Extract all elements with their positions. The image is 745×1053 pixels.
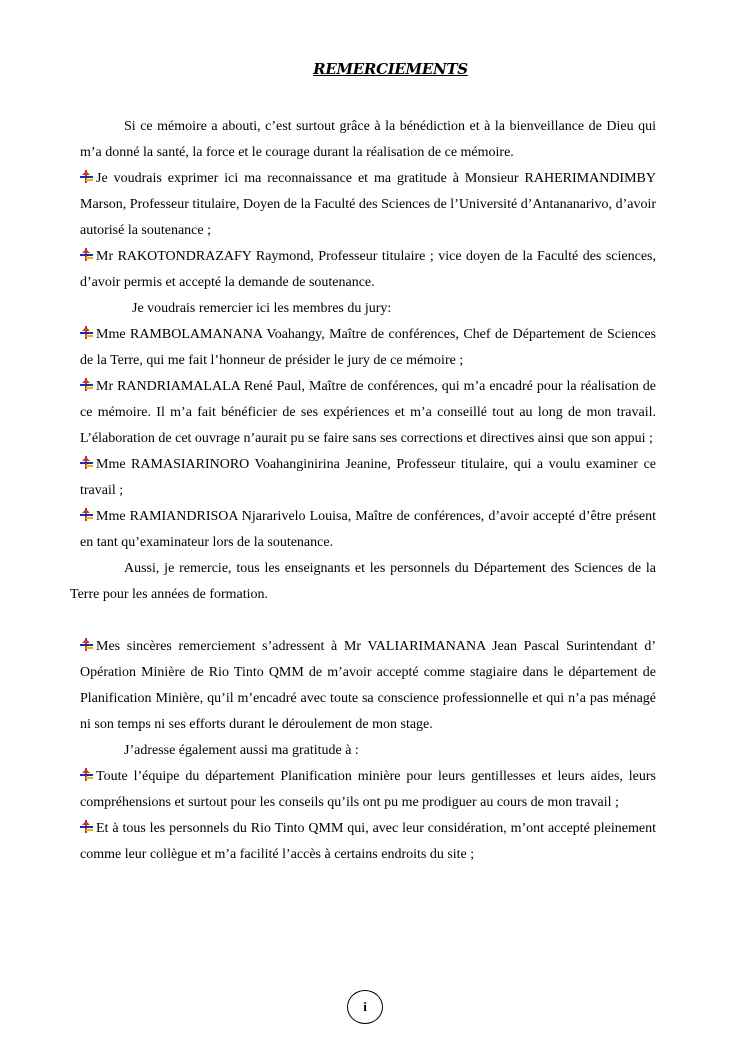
page-title: REMERCIEMENTS xyxy=(313,60,468,78)
bullet-item xyxy=(70,452,656,504)
bullet-text: Mes sincères remerciement s’adressent à Mr VALIARIMANANA Jean Pascal Surintendant d’ Opération Minière de Rio Tinto QMM de m’avoir accepté comme stagiaire dans le département de Planification Minière, qu’il m’encadré avec toute sa conscience professionnelle et qui n’a pas ménagé ni son temps ni ses efforts durant le déroulement de mon stage. xyxy=(80,639,656,732)
bullet-text: Mr RAKOTONDRAZAFY Raymond, Professeur titulaire ; vice doyen de la Faculté des sciences, d’avoir permis et accepté la demande de soutenance. xyxy=(80,249,656,290)
bullet-icon xyxy=(80,326,93,339)
bullet-icon xyxy=(80,768,93,781)
bullet-item xyxy=(70,374,656,452)
bullet-text: Mme RAMBOLAMANANA Voahangy, Maître de conférences, Chef de Département de Sciences de la Terre, qui me fait l’honneur de présider le jury de ce mémoire ; xyxy=(80,327,656,368)
bullet-item xyxy=(70,322,656,374)
bullet-text: Et à tous les personnels du Rio Tinto QMM qui, avec leur considération, m’ont accepté pleinement comme leur collègue et m’a facilité l’accès à certains endroits du site ; xyxy=(80,821,656,862)
bullet-item xyxy=(70,244,656,296)
bullet-icon xyxy=(80,248,93,261)
paragraph-intro: Si ce mémoire a abouti, c’est surtout grâce à la bénédiction et à la bienveillance de Dieu qui m’a donné la santé, la force et le courage durant la réalisation de ce mémoire. xyxy=(80,119,656,160)
bullet-item xyxy=(70,504,656,556)
bullet-text: Toute l’équipe du département Planification minière pour leurs gentillesses et leurs aides, leurs compréhensions et surtout pour les conseils qu’ils ont pu me prodiguer au cours de mon travail ; xyxy=(80,769,656,810)
acknowledgements-body xyxy=(70,114,656,868)
blank-line xyxy=(70,608,656,634)
bullet-icon xyxy=(80,170,93,183)
paragraph-thanks-department: Aussi, je remercie, tous les enseignants et les personnels du Département des Sciences de la Terre pour les années de formation. xyxy=(70,561,656,602)
bullet-text: Mme RAMIANDRISOA Njararivelo Louisa, Maître de conférences, d’avoir accepté d’être présent en tant qu’examinateur lors de la soutenance. xyxy=(80,509,656,550)
bullet-item xyxy=(70,764,656,816)
bullet-icon xyxy=(80,456,93,469)
page-number: i xyxy=(347,990,383,1024)
bullet-icon xyxy=(80,378,93,391)
bullet-icon xyxy=(80,638,93,651)
paragraph-gratitude-intro: J’adresse également aussi ma gratitude à : xyxy=(124,743,359,758)
bullet-text: Je voudrais exprimer ici ma reconnaissance et ma gratitude à Monsieur RAHERIMANDIMBY Marson, Professeur titulaire, Doyen de la Faculté des Sciences de l’Université d’Antananarivo, d’avoir autorisé la soutenance ; xyxy=(80,171,656,238)
bullet-item xyxy=(70,166,656,244)
bullet-icon xyxy=(80,508,93,521)
bullet-item xyxy=(70,634,656,738)
paragraph-jury-intro: Je voudrais remercier ici les membres du jury: xyxy=(132,301,392,316)
bullet-icon xyxy=(80,820,93,833)
bullet-item xyxy=(70,816,656,868)
bullet-text: Mme RAMASIARINORO Voahanginirina Jeanine, Professeur titulaire, qui a voulu examiner ce travail ; xyxy=(80,457,656,498)
bullet-text: Mr RANDRIAMALALA René Paul, Maître de conférences, qui m’a encadré pour la réalisation de ce mémoire. Il m’a fait bénéficier de ses expériences et m’a conseillé tout au long de mon travail. L’élaboration de cet ouvrage n’aurait pu se faire sans ses corrections et directives ainsi que son appui ; xyxy=(80,379,656,446)
